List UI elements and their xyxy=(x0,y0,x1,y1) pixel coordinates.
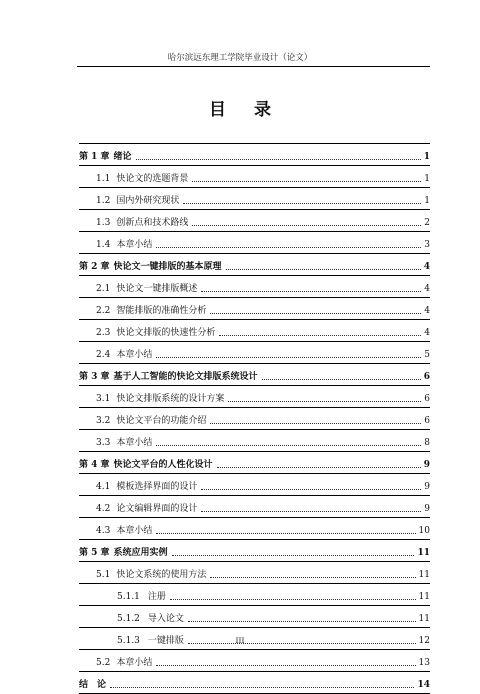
toc-entry-title: 本章小结 xyxy=(116,658,153,668)
toc-entry-label xyxy=(79,259,222,272)
toc-chapter-entry[interactable] xyxy=(79,540,430,562)
toc-dot-leader xyxy=(210,312,421,314)
toc-dot-leader xyxy=(136,158,421,160)
page-title: 目 录 xyxy=(209,100,282,120)
toc-dot-leader xyxy=(172,554,415,556)
toc-page-number: 4 xyxy=(424,328,430,338)
toc-section-entry[interactable] xyxy=(79,166,430,188)
toc-chapter-entry[interactable] xyxy=(79,452,430,474)
toc-dot-leader xyxy=(201,488,421,490)
toc-entry-number: 5.1.3 xyxy=(117,636,140,646)
toc-entry-number: 第 5 章 xyxy=(79,548,110,558)
toc-entry-number: 3.3 xyxy=(96,438,111,448)
toc-section-entry[interactable] xyxy=(79,342,430,364)
toc-page-number: 13 xyxy=(418,658,430,668)
toc-page-number: 3 xyxy=(424,240,430,250)
toc-entry-title: 绪论 xyxy=(113,152,132,162)
toc-section-entry[interactable] xyxy=(79,584,430,606)
toc-entry-number: 1.2 xyxy=(96,196,111,206)
toc-page-number: 4 xyxy=(424,284,430,294)
toc-entry-number: 2.4 xyxy=(96,350,111,360)
toc-dot-leader xyxy=(201,290,421,292)
toc-entry-title: 本章小结 xyxy=(116,526,153,536)
toc-section-entry[interactable] xyxy=(79,562,430,584)
toc-dot-leader xyxy=(170,598,416,600)
toc-page-number: 11 xyxy=(418,592,430,602)
toc-entry-label xyxy=(96,347,152,360)
toc-entry-label xyxy=(79,149,132,162)
toc-page-number: 11 xyxy=(418,570,430,580)
toc-entry-label xyxy=(96,413,206,426)
toc-entry-number: 4.3 xyxy=(96,526,111,536)
toc-entry-title: 系统应用实例 xyxy=(113,548,168,558)
toc-entry-label xyxy=(79,369,258,382)
toc-page-number: 14 xyxy=(417,680,430,690)
toc-entry-title: 基于人工智能的快论文排版系统设计 xyxy=(113,372,258,382)
toc-entry-label xyxy=(96,523,152,536)
toc-entry-number: 2.3 xyxy=(96,328,111,338)
toc-section-entry[interactable] xyxy=(79,298,430,320)
toc-page-number: 6 xyxy=(424,416,430,426)
toc-entry-title: 快论文平台的功能介绍 xyxy=(116,416,207,426)
toc-chapter-entry[interactable] xyxy=(79,144,430,166)
toc-entry-number: 5.1.2 xyxy=(117,614,140,624)
toc-section-entry[interactable] xyxy=(79,408,430,430)
toc-dot-leader xyxy=(228,400,421,402)
toc-entry-label xyxy=(96,655,152,668)
toc-dot-leader xyxy=(226,268,421,270)
toc-chapter-entry[interactable] xyxy=(79,672,430,694)
toc-dot-leader xyxy=(192,224,421,226)
toc-entry-title: 快论文的选题背景 xyxy=(116,174,189,184)
toc-entry-number: 结 xyxy=(79,680,89,690)
toc-entry-title: 论 xyxy=(97,680,107,690)
toc-page-number: 1 xyxy=(423,152,430,162)
toc-entry-number: 3.2 xyxy=(96,416,111,426)
toc-section-entry[interactable] xyxy=(79,188,430,210)
toc-section-entry[interactable] xyxy=(79,474,430,496)
toc-page-number: 2 xyxy=(424,218,430,228)
toc-entry-number: 第 2 章 xyxy=(79,262,110,272)
toc-entry-title: 本章小结 xyxy=(116,438,153,448)
toc-page-number: 6 xyxy=(423,372,430,382)
toc-page-number: 4 xyxy=(423,262,430,272)
toc-entry-label xyxy=(117,611,184,624)
toc-entry-label xyxy=(96,435,152,448)
toc-entry-title: 快论文系统的使用方法 xyxy=(116,570,207,580)
toc-chapter-entry[interactable] xyxy=(79,254,430,276)
toc-entry-title: 快论文一键排版的基本原理 xyxy=(113,262,222,272)
toc-entry-title: 快论文排版的快速性分析 xyxy=(116,328,216,338)
toc-entry-label xyxy=(96,215,188,228)
toc-section-entry[interactable] xyxy=(79,518,430,540)
toc-entry-title: 本章小结 xyxy=(116,240,153,250)
toc-dot-leader xyxy=(156,444,421,446)
toc-entry-number: 1.1 xyxy=(96,174,111,184)
toc-entry-number: 4.2 xyxy=(96,504,111,514)
toc-dot-leader xyxy=(156,356,421,358)
toc-entry-number: 4.1 xyxy=(96,482,111,492)
toc-entry-number: 第 4 章 xyxy=(79,460,110,470)
toc-entry-title: 注册 xyxy=(147,592,166,602)
toc-entry-title: 快论文一键排版概述 xyxy=(116,284,198,294)
toc-dot-leader xyxy=(262,378,421,380)
toc-page-number: 8 xyxy=(424,438,430,448)
toc-entry-number: 2.1 xyxy=(96,284,111,294)
toc-section-entry[interactable] xyxy=(79,276,430,298)
toc-page-number: 11 xyxy=(418,614,430,624)
toc-dot-leader xyxy=(210,422,421,424)
toc-entry-number: 5.2 xyxy=(96,658,111,668)
toc-entry-label xyxy=(117,589,166,602)
toc-dot-leader xyxy=(192,180,421,182)
toc-dot-leader xyxy=(201,510,421,512)
toc-section-entry[interactable] xyxy=(79,430,430,452)
toc-entry-label xyxy=(96,193,179,206)
toc-section-entry[interactable] xyxy=(79,650,430,672)
toc-entry-title: 国内外研究现状 xyxy=(116,196,180,206)
running-header: 哈尔滨远东理工学院毕业设计（论文） xyxy=(167,53,313,63)
toc-section-entry[interactable] xyxy=(79,320,430,342)
toc-entry-number: 5.1.1 xyxy=(117,592,140,602)
toc-page-number: 6 xyxy=(424,394,430,404)
toc-dot-leader xyxy=(156,532,415,534)
page-number: III xyxy=(235,636,245,645)
toc-dot-leader xyxy=(219,334,421,336)
toc-dot-leader xyxy=(183,202,421,204)
header-rule xyxy=(77,66,430,67)
toc-entry-number: 1.3 xyxy=(96,218,111,228)
toc-entry-title: 快论文排版系统的设计方案 xyxy=(116,394,225,404)
toc-entry-title: 快论文平台的人性化设计 xyxy=(113,460,213,470)
toc-page-number: 5 xyxy=(424,350,430,360)
toc-entry-label xyxy=(96,325,215,338)
toc-entry-number: 2.2 xyxy=(96,306,111,316)
toc-entry-title: 本章小结 xyxy=(116,350,153,360)
table-of-contents xyxy=(79,143,430,694)
toc-entry-label xyxy=(96,479,197,492)
toc-page-number: 9 xyxy=(424,504,430,514)
toc-dot-leader xyxy=(217,466,421,468)
toc-entry-title: 一键排版 xyxy=(147,636,184,646)
toc-dot-leader xyxy=(210,576,415,578)
toc-dot-leader xyxy=(156,246,421,248)
toc-entry-label xyxy=(79,457,213,470)
toc-page-number: 10 xyxy=(418,526,430,536)
toc-entry-title: 智能排版的准确性分析 xyxy=(116,306,207,316)
toc-section-entry[interactable] xyxy=(79,386,430,408)
toc-page-number: 11 xyxy=(417,548,430,558)
toc-entry-label xyxy=(96,281,197,294)
toc-page-number: 4 xyxy=(424,306,430,316)
toc-entry-label xyxy=(79,545,168,558)
toc-chapter-entry[interactable] xyxy=(79,364,430,386)
toc-page-number: 1 xyxy=(424,196,430,206)
toc-page-number: 9 xyxy=(423,460,430,470)
toc-section-entry[interactable] xyxy=(79,232,430,254)
toc-dot-leader xyxy=(110,686,414,688)
toc-dot-leader xyxy=(156,664,415,666)
toc-entry-label xyxy=(96,303,206,316)
toc-entry-title: 论文编辑界面的设计 xyxy=(116,504,198,514)
toc-section-entry[interactable] xyxy=(79,210,430,232)
toc-entry-number: 5.1 xyxy=(96,570,111,580)
toc-section-entry[interactable] xyxy=(79,496,430,518)
toc-entry-number: 第 3 章 xyxy=(79,372,110,382)
toc-dot-leader xyxy=(188,620,416,622)
toc-page-number: 9 xyxy=(424,482,430,492)
toc-entry-number: 3.1 xyxy=(96,394,111,404)
toc-entry-title: 导入论文 xyxy=(147,614,184,624)
toc-entry-number: 第 1 章 xyxy=(79,152,110,162)
toc-entry-label xyxy=(96,567,206,580)
toc-page-number: 12 xyxy=(418,636,430,646)
toc-entry-label xyxy=(96,391,224,404)
toc-entry-label xyxy=(96,501,197,514)
toc-entry-number: 1.4 xyxy=(96,240,111,250)
toc-section-entry[interactable] xyxy=(79,606,430,628)
toc-entry-label xyxy=(96,237,152,250)
toc-entry-title: 创新点和技术路线 xyxy=(116,218,189,228)
toc-page-number: 1 xyxy=(424,174,430,184)
toc-entry-title: 模板选择界面的设计 xyxy=(116,482,198,492)
toc-entry-label xyxy=(96,171,188,184)
